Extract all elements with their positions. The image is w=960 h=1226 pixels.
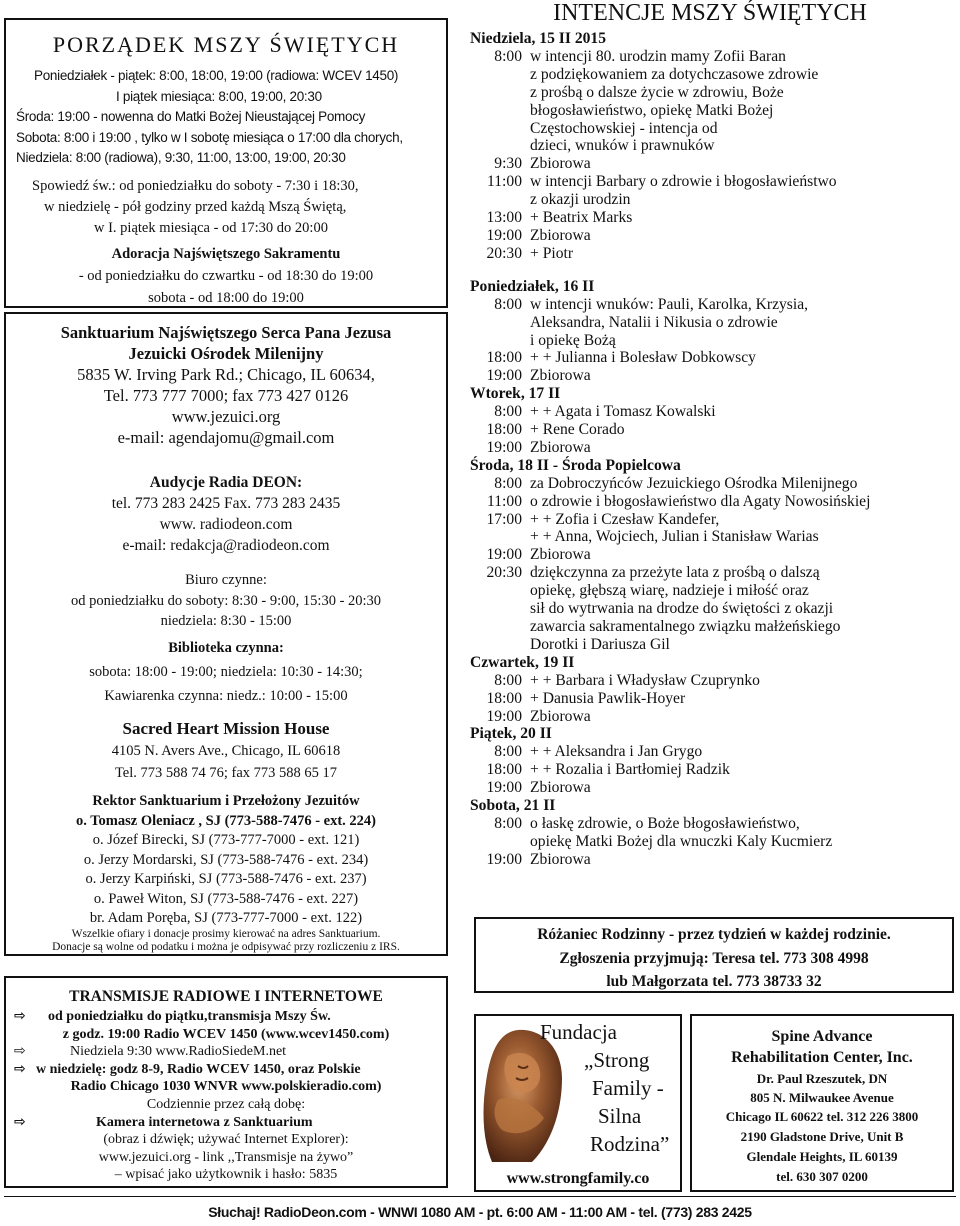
arrow-right-icon: ⇨ [14,1043,26,1060]
foundation-line: „Strong [584,1048,650,1072]
adoration-info [6,243,446,309]
confession-line: w I. piątek miesiąca - od 17:30 do 20:00 [94,220,328,236]
intention-text: + Beatrix Marks [530,209,633,227]
priest-entry: o. Jerzy Mordarski, SJ (773-588-7476 - ext. 234) [83,851,369,868]
intention-time: 18:00 [486,689,522,707]
broadcast-line: (obraz i dźwięk; używać Internet Explorer): [103,1132,349,1148]
intention-text: Zbiorowa [530,438,591,456]
spine-title: Spine Advance [771,1028,873,1045]
intention-row [470,155,958,173]
radio-deon-email[interactable]: e-mail: redakcja@radiodeon.com [122,537,330,554]
sanctuary-address: 5835 W. Irving Park Rd.; Chicago, IL 60634, [77,365,375,384]
radio-deon-website[interactable]: www. radiodeon.com [159,516,293,533]
priest-entry: o. Józef Birecki, SJ (773-777-7000 - ext. 121) [92,832,360,848]
confession-line: Spowiedź św.: od poniedziałku do soboty - 7:30 i 18:30, [32,178,359,194]
intention-continuation: opiekę, głębszą wiarę, nadzieje i miłość oraz [530,582,809,600]
intention-row [470,761,958,779]
intention-row [470,564,958,582]
office-hours [6,570,446,632]
intention-day: Niedziela, 15 II 2015 [470,30,607,47]
intention-text: Zbiorowa [530,155,591,173]
arrow-right-icon: ⇨ [14,1008,26,1024]
office-title: Biuro czynne: [185,572,267,588]
broadcast-line: – wpisać jako użytkownik i hasło: 5835 [114,1167,338,1183]
office-sunday: niedziela: 8:30 - 15:00 [160,613,292,629]
office-week: od poniedziałku do soboty: 8:30 - 9:00, 15:30 - 20:30 [70,592,382,609]
intention-row [470,245,958,263]
spine-doctor: Dr. Paul Rzeszutek, DN [756,1071,888,1086]
adoration-line: sobota - od 18:00 do 19:00 [148,290,304,306]
broadcast-box [4,976,448,1188]
library-times: sobota: 18:00 - 19:00; niedziela: 10:30 - 14:30; [89,664,363,680]
intention-row [470,403,958,421]
library-hours [6,636,446,708]
broadcast-line: ⇨ Kamera internetowa z Sanktuarium [14,1113,313,1130]
spine-subtitle: Rehabilitation Center, Inc. [731,1049,913,1066]
sanctuary-header [6,322,446,448]
mission-house [6,718,446,784]
intention-time: 19:00 [486,779,522,797]
rosary-line: Różaniec Rodzinny - przez tydzień w każdej rodzinie. [537,926,891,943]
foundation-website[interactable]: www.strongfamily.co [506,1170,650,1187]
rector-title: Rektor Sanktuarium i Przełożony Jezuitów [92,793,360,809]
rector-name: o. Tomasz Oleniacz , SJ (773-588-7476 - ext. 224) [75,812,377,829]
rosary-line: lub Małgorzata tel. 773 38733 32 [606,973,822,990]
intention-continuation: Dorotki i Dariusza Gil [530,635,670,653]
sanctuary-website[interactable]: www.jezuici.org [171,407,281,426]
intention-row [470,209,958,227]
intention-row [470,546,958,564]
intention-time: 19:00 [486,367,522,385]
intention-time: 18:00 [486,421,522,439]
schedule-line: Poniedziałek - piątek: 8:00, 18:00, 19:00 (radiowa: WCEV 1450) [34,68,399,83]
intention-day: Sobota, 21 II [470,797,556,815]
intention-text: + + Rozalia i Bartłomiej Radzik [530,761,730,779]
foundation-name [540,1018,669,1158]
schedule-line: I piątek miesiąca: 8:00, 19:00, 20:30 [116,88,322,104]
intention-time: 11:00 [487,173,522,191]
intention-time: 19:00 [486,546,522,564]
intention-text: dziękczynna za przeżyte lata z prośbą o dalszą [530,564,820,582]
intention-row [470,672,958,690]
intention-time: 18:00 [486,761,522,779]
intention-row [470,743,958,761]
cafe-hours: Kawiarenka czynna: niedz.: 10:00 - 15:00 [104,688,348,704]
intention-row [470,851,958,869]
intention-time: 19:00 [486,707,522,725]
intention-time: 8:00 [494,474,522,492]
intention-text: o zdrowie i błogosławieństwo dla Agaty Nowosińskiej [530,492,871,510]
rosary-line: Zgłoszenia przyjmują: Teresa tel. 773 308 4998 [559,949,869,967]
intention-continuation: zawarcia sakramentalnego związku małżeńskiego [530,618,841,635]
donation-note: Wszelkie ofiary i donacje prosimy kierować na adres Sanktuarium. [71,928,381,940]
intention-row [470,708,958,726]
spine-address: 805 N. Milwaukee Avenue [750,1090,894,1105]
intention-continuation: opiekę Matki Bożej dla wnuczki Kaly Kucmierz [530,832,833,850]
intention-row [470,421,958,439]
jesuit-staff [6,792,446,929]
priest-entry: o. Paweł Witon, SJ (773-588-7476 - ext. 227) [93,890,359,907]
spine-phone: Chicago IL 60622 tel. 312 226 3800 [725,1109,919,1124]
adoration-line: - od poniedziałku do czwartku - od 18:30 do 19:00 [78,268,374,284]
intention-time: 13:00 [486,209,522,227]
intention-text: + + Julianna i Bolesław Dobkowscy [530,349,756,367]
intention-continuation: sił do wytrwania na drodze do świętości z okazji [530,600,834,618]
intention-time: 19:00 [486,226,522,244]
intention-continuation: błogosławieństwo, opiekę Matki Bożej [530,101,774,119]
confession-line: w niedzielę - pół godziny przed każdą Mszą Świętą, [44,199,347,215]
intention-text: Zbiorowa [530,367,591,385]
intention-row [470,296,958,314]
intention-day: Środa, 18 II - Środa Popielcowa [470,456,681,474]
arrow-right-icon: ⇨ [14,1113,26,1130]
intention-continuation: i opiekę Bożą [530,331,616,349]
intention-row [470,690,958,708]
broadcast-line: Radio Chicago 1030 WNVR www.polskieradio.com) [70,1079,382,1095]
intention-row [470,439,958,457]
intention-text: + + Zofia i Czesław Kandefer, [530,510,720,528]
sanctuary-name: Sanktuarium Najświętszego Serca Pana Jezusa [60,323,392,342]
spine-address2: 2190 Gladstone Drive, Unit B [740,1129,904,1144]
foundation-line: Fundacja [540,1020,617,1044]
intentions-title: INTENCJE MSZY ŚWIĘTYCH [553,0,867,26]
intention-time: 8:00 [494,671,522,689]
intention-continuation: Częstochowskiej - intencja od [530,119,718,137]
intention-row [470,779,958,797]
intention-day: Piątek, 20 II [470,725,552,743]
foundation-box [474,1014,682,1192]
intention-text: + Rene Corado [530,421,625,439]
broadcast-title: TRANSMISJE RADIOWE I INTERNETOWE [69,988,383,1005]
intentions-list [470,30,958,869]
intention-row [470,815,958,833]
intention-row [470,475,958,493]
schedule-line: Sobota: 8:00 i 19:00 , tylko w I sobotę miesiąca o 17:00 dla chorych, [16,129,403,145]
intention-row [470,493,958,511]
intention-time: 9:30 [494,155,522,173]
intention-day: Wtorek, 17 II [470,385,561,403]
library-title: Biblioteka czynna: [168,640,284,656]
donation-note: Donacje są wolne od podatku i można je odpisywać przy rozliczeniu z IRS. [52,941,400,953]
confession-info [32,176,359,239]
intention-time: 8:00 [494,743,522,761]
foundation-line: Family - [592,1076,664,1100]
intention-time: 8:00 [494,47,522,65]
broadcast-line: ⇨ Niedziela 9:30 www.RadioSiedeM.net [14,1043,287,1060]
intention-row [470,227,958,245]
donation-notes [6,928,446,954]
intention-row [470,511,958,529]
intention-time: 19:00 [486,438,522,456]
intention-continuation: z podziękowaniem za dotychczasowe zdrowie [530,65,819,83]
broadcast-line: ⇨ od poniedziałku do piątku,transmisja Mszy Św. [14,1008,331,1024]
intentions-days [470,30,958,869]
intention-time: 19:00 [486,850,522,868]
footer-divider [4,1196,956,1197]
intention-time: 20:30 [486,244,522,262]
intention-continuation: Aleksandra, Natalii i Nikusia o zdrowie [530,313,778,331]
mission-house-phone: Tel. 773 588 74 76; fax 773 588 65 17 [114,765,338,781]
intention-text: w intencji wnuków: Pauli, Karolka, Krzysia, [530,295,809,313]
intention-time: 11:00 [487,492,522,510]
rosary-box [474,917,954,993]
intention-text: Zbiorowa [530,546,591,564]
priest-entry: br. Adam Poręba, SJ (773-777-7000 - ext. 122) [89,910,363,926]
mission-house-address: 4105 N. Avers Ave., Chicago, IL 60618 [111,743,341,759]
footer-text: Słuchaj! RadioDeon.com - WNWI 1080 AM - pt. 6:00 AM - 11:00 AM - tel. (773) 283 2425 [208,1204,752,1220]
intention-text: Zbiorowa [530,707,591,725]
intention-continuation: + + Anna, Wojciech, Julian i Stanisław Warias [530,528,819,546]
radio-deon-phone: tel. 773 283 2425 Fax. 773 283 2435 [111,495,341,512]
intention-time: 8:00 [494,814,522,832]
rosary-text [476,923,952,994]
intention-continuation: dzieci, wnuków i prawnuków [530,137,715,155]
intention-text: Zbiorowa [530,226,591,244]
radio-deon-info [6,472,446,556]
sanctuary-phone: Tel. 773 777 7000; fax 773 427 0126 [103,386,349,405]
intention-text: + + Aleksandra i Jan Grygo [530,743,703,761]
intention-text: za Dobroczyńców Jezuickiego Ośrodka Milenijnego [530,474,858,492]
center-name: Jezuicki Ośrodek Milenijny [128,344,324,363]
mass-schedule-lines [16,66,403,169]
schedule-line: Niedziela: 8:00 (radiowa), 9:30, 11:00, 13:00, 19:00, 20:30 [16,150,346,165]
priest-entry: o. Jerzy Karpiński, SJ (773-588-7476 - ext. 237) [85,871,367,887]
intention-text: + Danusia Pawlik-Hoyer [530,689,686,707]
adoration-title: Adoracja Najświętszego Sakramentu [111,246,341,262]
intention-row [470,48,958,66]
intention-text: Zbiorowa [530,779,591,797]
intention-text: w intencji Barbary o zdrowie i błogosławieństwo [530,173,837,191]
broadcast-line: z godz. 19:00 Radio WCEV 1450 (www.wcev1450.com) [62,1026,390,1042]
intention-row [470,367,958,385]
radio-deon-title: Audycje Radia DEON: [149,474,303,491]
intention-continuation: z prośbą o dalsze życie w zdrowiu, Boże [530,83,784,101]
broadcast-lines [14,1008,438,1184]
mass-schedule-box [4,18,448,308]
broadcast-line: Codziennie przez całą dobę: [146,1096,306,1112]
intention-continuation: z okazji urodzin [530,191,631,209]
intention-day: Czwartek, 19 II [470,653,575,671]
intention-text: o łaskę zdrowie, o Boże błogosławieństwo, [530,814,800,832]
schedule-line: Środa: 19:00 - nowenna do Matki Bożej Nieustającej Pomocy [16,109,366,124]
intention-text: + + Agata i Tomasz Kowalski [530,403,716,421]
intention-day: Poniedziałek, 16 II [470,277,595,295]
intention-text: + + Barbara i Władysław Czuprynko [530,671,760,689]
intention-time: 18:00 [486,349,522,367]
broadcast-line: www.jezuici.org - link ,,Transmisje na żywo” [98,1149,354,1165]
spine-phone2: tel. 630 307 0200 [776,1169,868,1184]
arrow-right-icon: ⇨ [14,1060,26,1077]
intention-row [470,173,958,191]
intention-row [470,349,958,367]
spine-advance-box [690,1014,954,1192]
mass-schedule-title: PORZĄDEK MSZY ŚWIĘTYCH [52,32,400,57]
spine-advance-info [692,1026,952,1187]
intention-text: w intencji 80. urodzin mamy Zofii Baran [530,47,786,65]
contact-box [4,312,448,956]
broadcast-line: ⇨ w niedzielę: godz 8-9, Radio WCEV 1450, oraz Polskie [14,1060,361,1077]
intention-time: 17:00 [486,510,522,528]
intention-time: 20:30 [486,564,522,582]
intention-text: Zbiorowa [530,850,591,868]
spine-city2: Glendale Heights, IL 60139 [746,1149,898,1164]
foundation-line: Rodzina” [590,1132,670,1156]
intention-time: 8:00 [494,295,522,313]
mission-house-title: Sacred Heart Mission House [122,719,330,738]
foundation-line: Silna [598,1104,642,1128]
intention-text: + Piotr [530,244,574,262]
intention-time: 8:00 [494,403,522,421]
sanctuary-email[interactable]: e-mail: agendajomu@gmail.com [117,428,335,447]
